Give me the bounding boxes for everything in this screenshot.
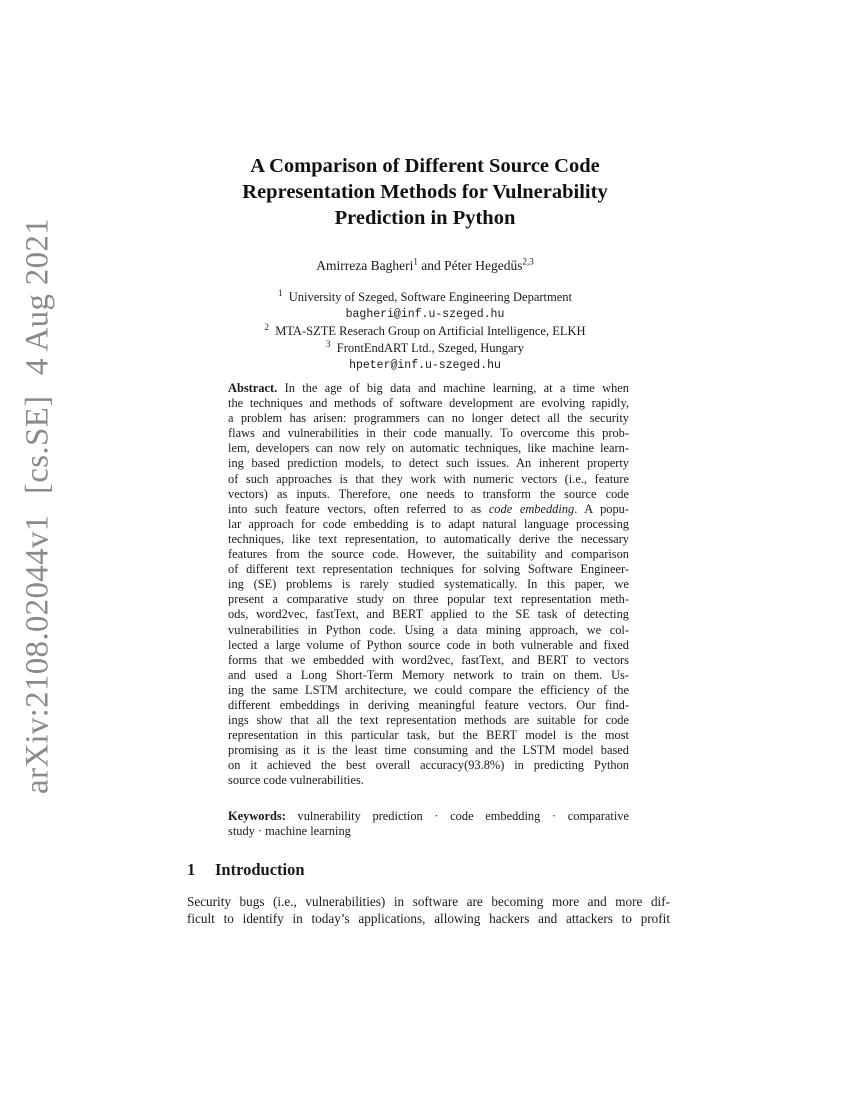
abstract-line: forms that we embedded with word2vec, fastText, and BERT to vectors (228, 652, 629, 667)
abstract-text: into such feature vectors, often referred to as (228, 501, 489, 516)
affil-mark: 1 (278, 287, 283, 298)
affil-text: FrontEndART Ltd., Szeged, Hungary (336, 340, 524, 355)
abstract-line: the techniques and methods of software development are evolving rapidly, (228, 396, 629, 411)
affil-mark: 2 (264, 322, 269, 333)
affil-mark: 3 (326, 338, 331, 349)
section-heading (187, 860, 305, 880)
author-connector: and (421, 258, 441, 273)
section-title: Introduction (215, 860, 305, 879)
abstract-line (228, 502, 629, 517)
abstract-line: lected a large volume of Python source code in both vulnerable and fixed (228, 637, 629, 652)
email-link[interactable]: bagheri@inf.u-szeged.hu (345, 308, 505, 322)
abstract-line: ing based prediction models, to detect such issues. An inherent property (228, 456, 629, 471)
abstract-line: ings show that all the text representation methods are suitable for code (228, 713, 629, 728)
abstract-line: of different text representation techniques for solving Software Engineer- (228, 562, 629, 577)
affil-text: University of Szeged, Software Engineering Department (288, 290, 572, 304)
abstract-line: features from the source code. However, the suitability and comparison (228, 547, 629, 562)
introduction-body (187, 894, 670, 927)
author-name: Amirreza Bagheri (316, 258, 414, 273)
arxiv-date: 4 Aug 2021 (19, 218, 56, 376)
affiliation (180, 340, 670, 356)
author-name: Péter Hegedűs (444, 258, 523, 273)
keywords (228, 809, 629, 839)
keywords-text: vulnerability prediction · code embedding · comparative (285, 809, 629, 823)
paper-title (180, 153, 670, 231)
abstract-line: ing the same LSTM architecture, we could compare the efficiency of the (228, 682, 629, 697)
abstract-line: ods, word2vec, fastText, and BERT applied to the SE task of detecting (228, 607, 629, 622)
title-line: A Comparison of Different Source Code (250, 155, 600, 177)
author-affil-mark: 2,3 (522, 256, 534, 267)
affiliation (180, 323, 670, 339)
affil-text: MTA-SZTE Reserach Group on Artificial Intelligence, ELKH (275, 324, 586, 339)
author-email[interactable] (180, 356, 670, 374)
abstract-line: lem, developers can now rely on automatic techniques, like machine learn- (228, 441, 629, 456)
author-list (180, 258, 670, 274)
affiliations (180, 289, 670, 374)
keywords-label: Keywords: (228, 809, 286, 823)
arxiv-id: arXiv:2108.02044v1 (19, 514, 56, 794)
italic-term: code embedding (488, 501, 575, 516)
author-email[interactable] (180, 305, 670, 323)
abstract-text: In the age of big data and machine learning, at a time when (277, 381, 629, 395)
abstract-line: lar approach for code embedding is to adapt natural language processing (228, 516, 629, 531)
abstract-label: Abstract. (228, 381, 278, 395)
arxiv-stamp (20, 212, 57, 800)
body-line: ficult to identify in today’s applications, allowing hackers and attackers to profit (187, 910, 670, 926)
abstract-line: present a comparative study on three popular text representation meth- (228, 592, 629, 607)
abstract-line (228, 381, 629, 396)
abstract-line: a problem has arisen: programmers can no longer detect all the security (228, 411, 629, 426)
abstract-line: vulnerabilities in Python code. Using a data mining approach, we col- (228, 622, 629, 637)
abstract-line: and used a Long Short-Term Memory network to train on them. Us- (228, 667, 629, 682)
abstract-line: vectors) as inputs. Therefore, one needs to transform the source code (228, 486, 629, 501)
author-affil-mark: 1 (413, 256, 418, 267)
keywords-line: study · machine learning (228, 824, 351, 839)
abstract-line: different embeddings in deriving meaningful feature vectors. Our find- (228, 697, 629, 712)
arxiv-category: [cs.SE] (19, 395, 56, 494)
abstract-line: on it achieved the best overall accuracy(93.8%) in predicting Python (228, 758, 629, 773)
abstract-text: . A popu- (574, 501, 630, 516)
abstract-line: promising as it is the least time consuming and the LSTM model based (228, 743, 629, 758)
body-line: Security bugs (i.e., vulnerabilities) in software are becoming more and more dif- (187, 894, 670, 909)
email-link[interactable]: hpeter@inf.u-szeged.hu (349, 358, 501, 372)
affiliation (180, 289, 670, 305)
keywords-line (228, 809, 629, 824)
abstract-line: techniques, like text representation, to automatically derive the necessary (228, 531, 629, 546)
section-number: 1 (187, 860, 196, 879)
abstract-line: ing (SE) problems is rarely studied systematically. In this paper, we (228, 577, 629, 592)
abstract-line: source code vulnerabilities. (228, 773, 364, 788)
title-line: Prediction in Python (334, 207, 516, 229)
title-line: Representation Methods for Vulnerability (242, 181, 608, 203)
abstract-line: representation in this particular task, but the BERT model is the most (228, 728, 629, 743)
abstract (228, 381, 629, 789)
abstract-line: flaws and vulnerabilities in their code manually. To overcome this prob- (228, 426, 629, 441)
abstract-line: of such approaches is that they work with numeric vectors (i.e., feature (228, 471, 629, 486)
